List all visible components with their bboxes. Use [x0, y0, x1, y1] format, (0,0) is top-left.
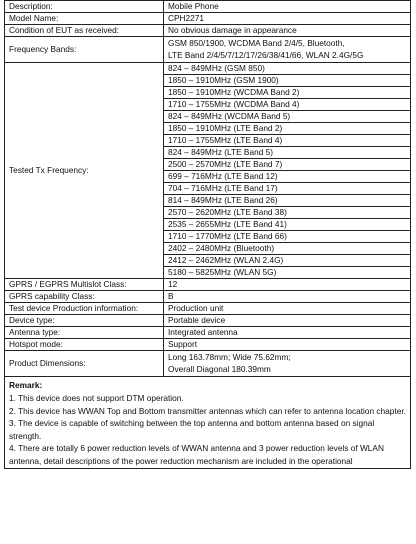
- condition-value: No obvious damage in appearance: [164, 25, 411, 37]
- table-row: [5, 1, 411, 13]
- tx-frequency-item: 1850 – 1910MHz (WCDMA Band 2): [164, 87, 411, 99]
- tx-frequency-item: 1710 – 1770MHz (LTE Band 66): [164, 231, 411, 243]
- description-value: Mobile Phone: [164, 1, 411, 13]
- product-dimensions-value: [164, 351, 411, 377]
- table-row: [5, 303, 411, 315]
- antenna-type-value: Integrated antenna: [164, 327, 411, 339]
- tx-frequency-item: 704 – 716MHz (LTE Band 17): [164, 183, 411, 195]
- tx-frequency-item: 1710 – 1755MHz (WCDMA Band 4): [164, 99, 411, 111]
- frequency-bands-line: LTE Band 2/4/5/7/12/17/26/38/41/66, WLAN 2.4G/5G: [168, 49, 364, 60]
- condition-label: Condition of EUT as received:: [5, 25, 164, 37]
- table-row: [5, 377, 411, 468]
- tx-frequency-item: 824 – 849MHz (LTE Band 5): [164, 147, 411, 159]
- tx-frequency-item: 1850 – 1910MHz (GSM 1900): [164, 75, 411, 87]
- tx-frequency-item: 824 – 849MHz (WCDMA Band 5): [164, 111, 411, 123]
- tx-frequency-item: 814 – 849MHz (LTE Band 26): [164, 195, 411, 207]
- dimensions-line: Long 163.78mm; Wide 75.62mm;: [168, 352, 291, 363]
- tx-frequency-item: 2412 – 2462MHz (WLAN 2.4G): [164, 255, 411, 267]
- tx-frequency-item: 2535 – 2655MHz (LTE Band 41): [164, 219, 411, 231]
- table-row: [5, 63, 411, 75]
- frequency-bands-label: Frequency Bands:: [5, 37, 164, 63]
- tx-frequency-item: 2402 – 2480MHz (Bluetooth): [164, 243, 411, 255]
- remark-section: [5, 377, 411, 468]
- remark-line: 1. This device does not support DTM operation.: [9, 392, 184, 403]
- antenna-type-label: Antenna type:: [5, 327, 164, 339]
- frequency-bands-value: [164, 37, 411, 63]
- tx-frequency-item: 2500 – 2570MHz (LTE Band 7): [164, 159, 411, 171]
- product-dimensions-label: Product Dimensions:: [5, 351, 164, 377]
- table-row: [5, 37, 411, 63]
- gprs-capability-label: GPRS capability Class:: [5, 291, 164, 303]
- tested-tx-label: Tested Tx Frequency:: [5, 63, 164, 279]
- table-row: [5, 315, 411, 327]
- remark-line: 3. The device is capable of switching between the top antenna and bottom antenna based on signal strength.: [9, 418, 375, 441]
- device-type-label: Device type:: [5, 315, 164, 327]
- description-label: Description:: [5, 1, 164, 13]
- tx-frequency-item: 1850 – 1910MHz (LTE Band 2): [164, 123, 411, 135]
- device-type-value: Portable device: [164, 315, 411, 327]
- remark-line: 2. This device has WWAN Top and Bottom transmitter antennas which can refer to antenna location chapter.: [9, 405, 406, 416]
- device-spec-table: [4, 0, 411, 469]
- model-name-value: CPH2271: [164, 13, 411, 25]
- tx-frequency-item: 1710 – 1755MHz (LTE Band 4): [164, 135, 411, 147]
- production-info-label: Test device Production information:: [5, 303, 164, 315]
- frequency-bands-line: GSM 850/1900, WCDMA Band 2/4/5, Bluetooth,: [168, 38, 345, 48]
- table-row: [5, 25, 411, 37]
- table-row: [5, 279, 411, 291]
- gprs-class-value: 12: [164, 279, 411, 291]
- model-name-label: Model Name:: [5, 13, 164, 25]
- hotspot-mode-label: Hotspot mode:: [5, 339, 164, 351]
- table-row: [5, 13, 411, 25]
- tx-frequency-item: 2570 – 2620MHz (LTE Band 38): [164, 207, 411, 219]
- table-row: [5, 291, 411, 303]
- tx-frequency-item: 824 – 849MHz (GSM 850): [164, 63, 411, 75]
- hotspot-mode-value: Support: [164, 339, 411, 351]
- remark-line: 4. There are totally 6 power reduction levels of WWAN antenna and 3 power reduction levels of WLAN antenna, detail descriptions of the power reduction mechanism are included in the operational: [9, 443, 384, 466]
- production-info-value: Production unit: [164, 303, 411, 315]
- tx-frequency-item: 699 – 716MHz (LTE Band 12): [164, 171, 411, 183]
- table-row: [5, 351, 411, 377]
- table-row: [5, 339, 411, 351]
- table-row: [5, 327, 411, 339]
- remark-title: Remark:: [9, 380, 43, 391]
- dimensions-line: Overall Diagonal 180.39mm: [168, 363, 271, 374]
- gprs-class-label: GPRS / EGPRS Multislot Class:: [5, 279, 164, 291]
- tx-frequency-item: 5180 – 5825MHz (WLAN 5G): [164, 267, 411, 279]
- gprs-capability-value: B: [164, 291, 411, 303]
